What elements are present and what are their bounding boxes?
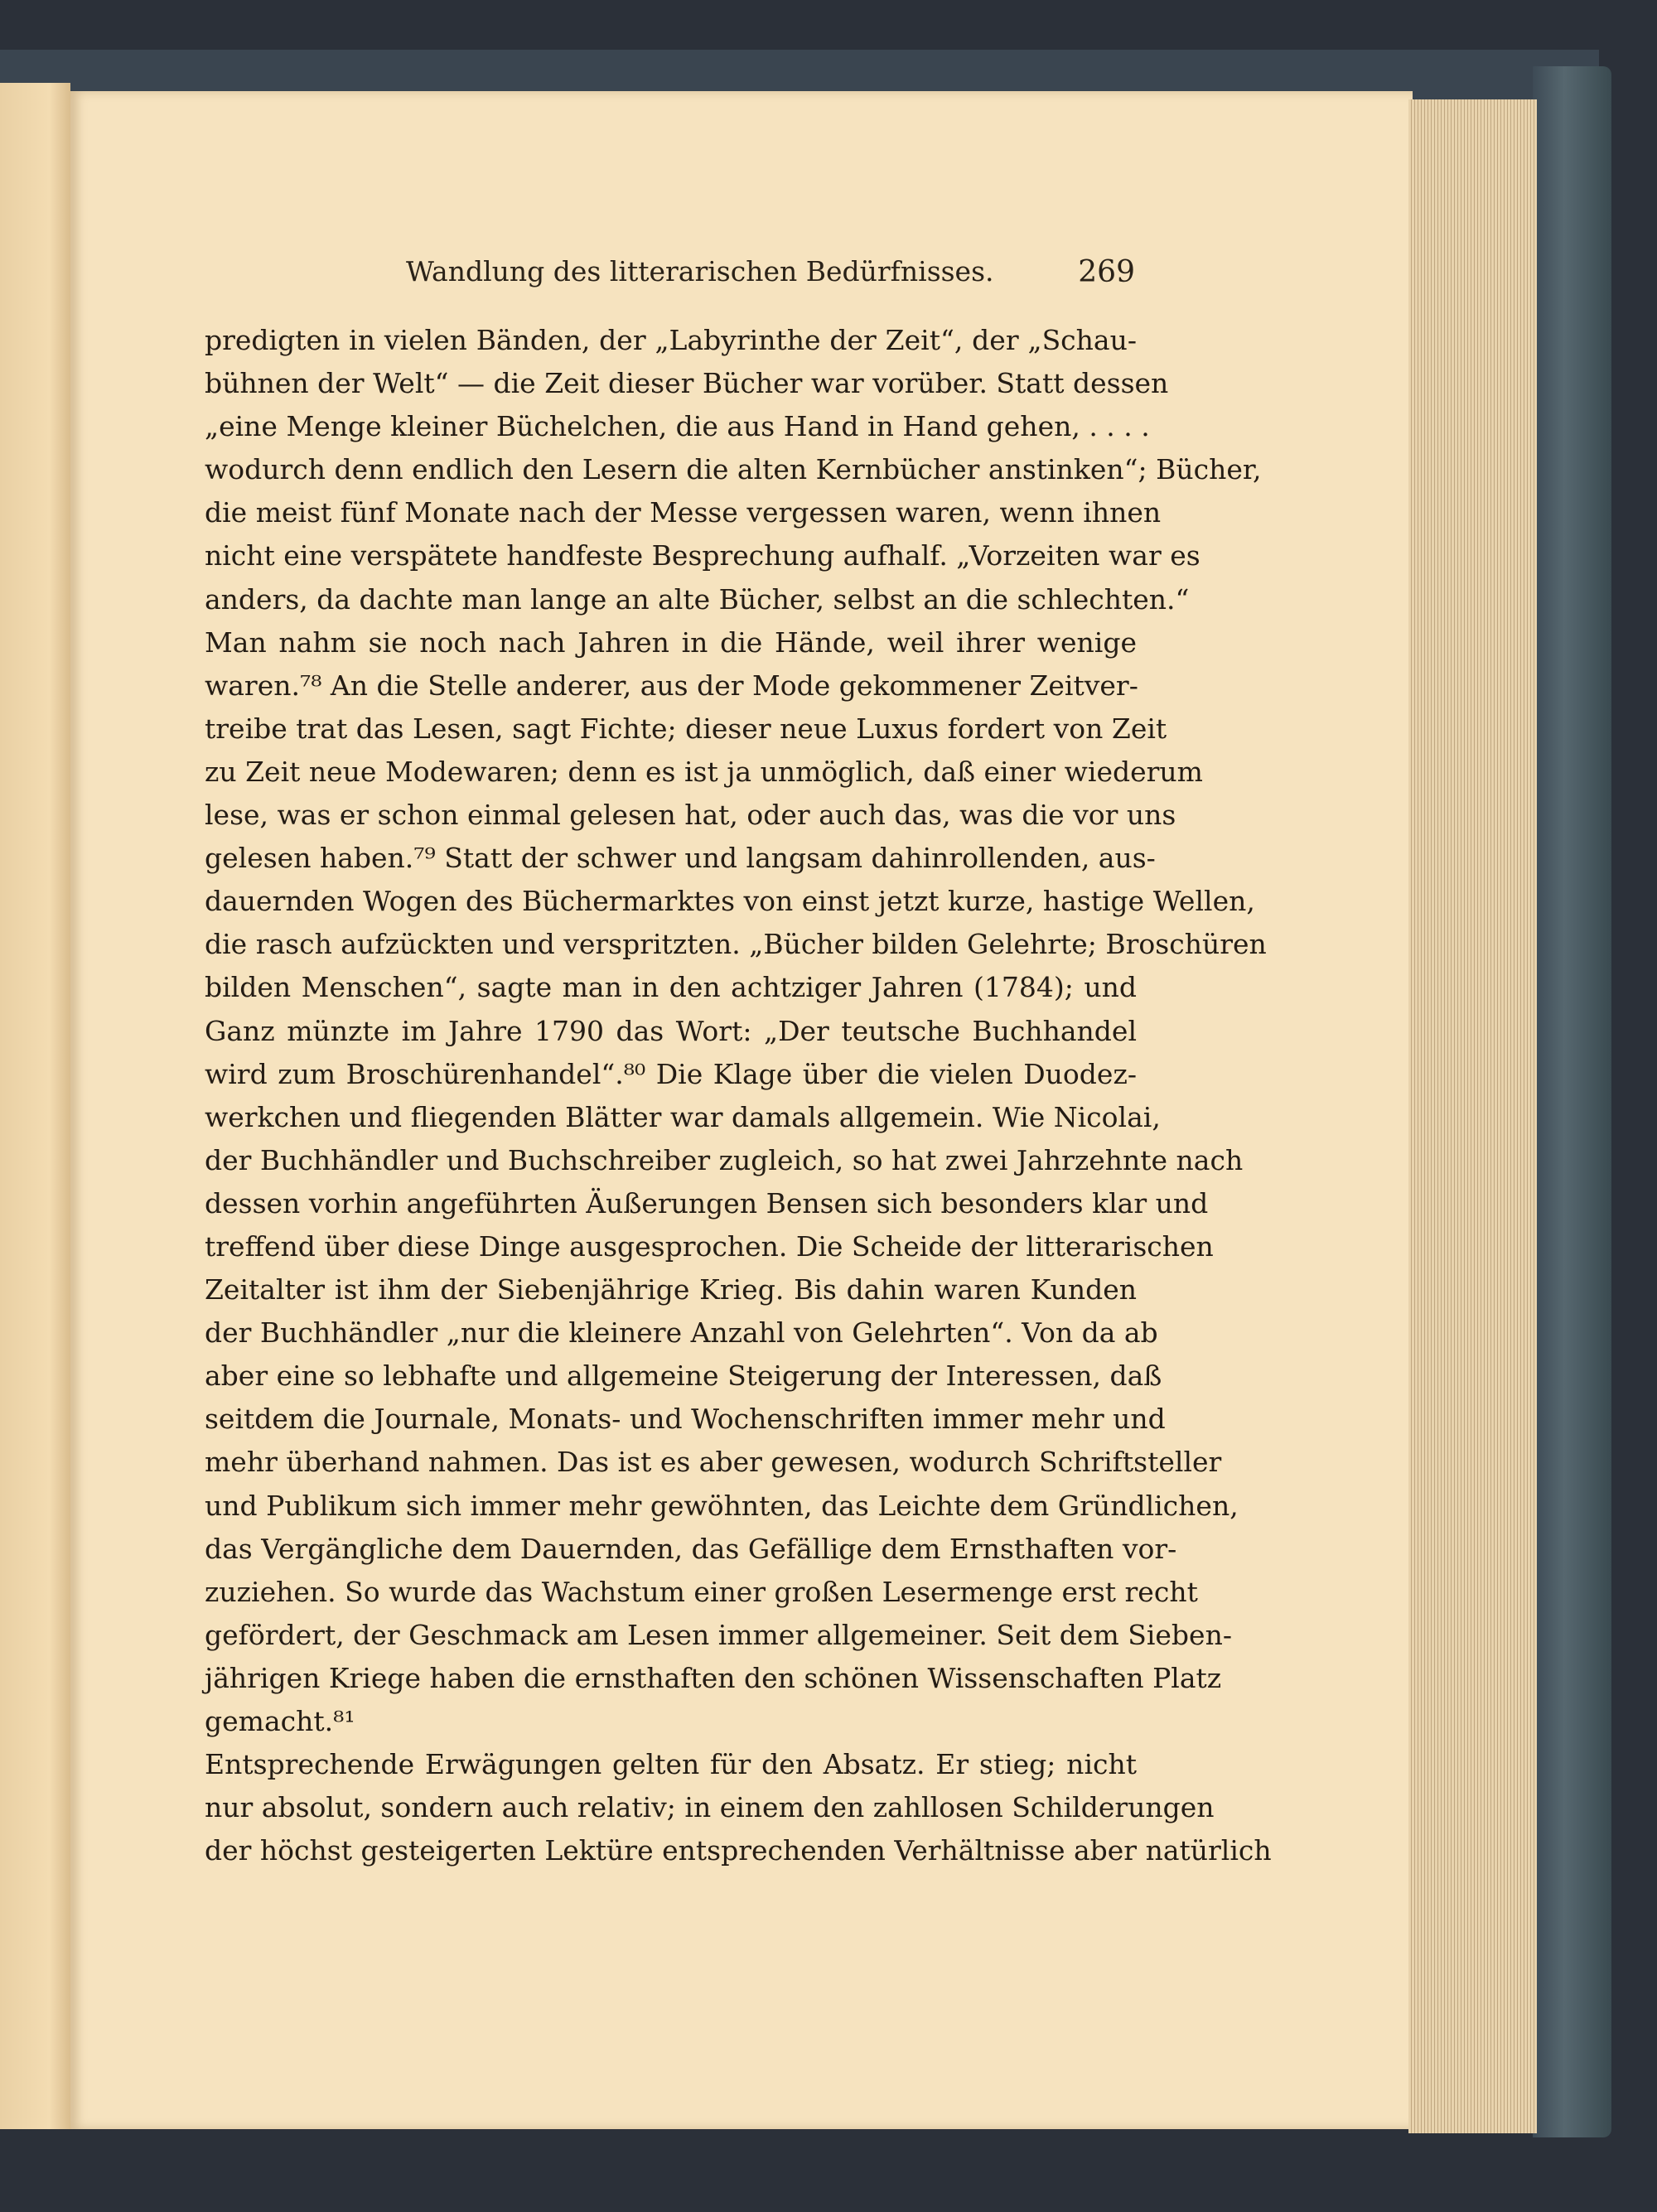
text-line: seitdem die Journale, Monats- und Wochenschriften immer mehr und xyxy=(205,1403,1166,1436)
running-title: Wandlung des litterarischen Bedürfnisses. xyxy=(406,255,994,287)
text-line: waren.⁷⁸ An die Stelle anderer, aus der Mode gekommener Zeitver- xyxy=(205,669,1138,702)
text-line: werkchen und fliegenden Blätter war damals allgemein. Wie Nicolai, xyxy=(205,1100,1161,1133)
text-line: bühnen der Welt“ — die Zeit dieser Bücher war vorüber. Statt dessen xyxy=(205,367,1169,400)
text-line: der höchst gesteigerten Lektüre entsprechenden Verhältnisse aber natürlich xyxy=(205,1834,1272,1867)
text-line: jährigen Kriege haben die ernsthaften den schönen Wissenschaften Platz xyxy=(205,1661,1222,1694)
text-line: dauernden Wogen des Büchermarktes von einst jetzt kurze, hastige Wellen, xyxy=(205,885,1255,918)
text-line: nicht eine verspätete handfeste Besprechung aufhalf. „Vorzeiten war es xyxy=(205,539,1200,572)
text-line: gefördert, der Geschmack am Lesen immer allgemeiner. Seit dem Sieben- xyxy=(205,1618,1232,1651)
text-line: mehr überhand nahmen. Das ist es aber gewesen, wodurch Schriftsteller xyxy=(205,1446,1222,1479)
text-line: „eine Menge kleiner Büchelchen, die aus Hand in Hand gehen, . . . . xyxy=(205,410,1150,443)
text-line: Entsprechende Erwägungen gelten für den Absatz. Er stieg; nicht xyxy=(205,1748,1137,1781)
text-line: gemacht.⁸¹ xyxy=(205,1705,355,1737)
text-line: bilden Menschen“, sagte man in den achtziger Jahren (1784); und xyxy=(205,971,1137,1004)
book-cover-spine xyxy=(1533,66,1611,2137)
text-line: der Buchhändler „nur die kleinere Anzahl von Gelehrten“. Von da ab xyxy=(205,1316,1158,1350)
text-line: das Vergängliche dem Dauernden, das Gefällige dem Ernsthaften vor- xyxy=(205,1532,1177,1565)
body-text xyxy=(205,319,1272,1872)
text-line: nur absolut, sondern auch relativ; in einem den zahllosen Schilderungen xyxy=(205,1791,1215,1824)
text-line: lese, was er schon einmal gelesen hat, oder auch das, was die vor uns xyxy=(205,799,1176,832)
text-line: die rasch aufzückten und verspritzten. „Bücher bilden Gelehrte; Broschüren xyxy=(205,928,1267,961)
text-line: zuziehen. So wurde das Wachstum einer großen Lesermenge erst recht xyxy=(205,1575,1198,1608)
text-line: predigten in vielen Bänden, der „Labyrinthe der Zeit“, der „Schau- xyxy=(205,324,1137,356)
text-line: aber eine so lebhafte und allgemeine Steigerung der Interessen, daß xyxy=(205,1360,1162,1393)
text-line: wird zum Broschürenhandel“.⁸⁰ Die Klage über die vielen Duodez- xyxy=(205,1057,1137,1090)
page-edges xyxy=(1408,99,1537,2133)
text-line: zu Zeit neue Modewaren; denn es ist ja unmöglich, daß einer wiederum xyxy=(205,755,1203,788)
text-line: treibe trat das Lesen, sagt Fichte; dieser neue Luxus fordert von Zeit xyxy=(205,712,1167,745)
left-page-edge xyxy=(0,83,70,2129)
text-line: und Publikum sich immer mehr gewöhnten, das Leichte dem Gründlichen, xyxy=(205,1489,1239,1522)
text-line: der Buchhändler und Buchschreiber zugleich, so hat zwei Jahrzehnte nach xyxy=(205,1143,1244,1176)
text-line: gelesen haben.⁷⁹ Statt der schwer und langsam dahinrollenden, aus- xyxy=(205,842,1156,875)
page-number: 269 xyxy=(1078,255,1135,289)
text-line: Zeitalter ist ihm der Siebenjährige Krieg. Bis dahin waren Kunden xyxy=(205,1273,1137,1306)
text-line: Man nahm sie noch nach Jahren in die Hände, weil ihrer wenige xyxy=(205,625,1137,659)
text-line: die meist fünf Monate nach der Messe vergessen waren, wenn ihnen xyxy=(205,496,1162,529)
text-line: wodurch denn endlich den Lesern die alten Kernbücher anstinken“; Bücher, xyxy=(205,453,1262,486)
text-line: anders, da dachte man lange an alte Bücher, selbst an die schlechten.“ xyxy=(205,582,1190,616)
text-line: treffend über diese Dinge ausgesprochen. Die Scheide der litterarischen xyxy=(205,1229,1214,1263)
text-line: dessen vorhin angeführten Äußerungen Bensen sich besonders klar und xyxy=(205,1186,1209,1219)
text-line: Ganz münzte im Jahre 1790 das Wort: „Der teutsche Buchhandel xyxy=(205,1014,1137,1047)
